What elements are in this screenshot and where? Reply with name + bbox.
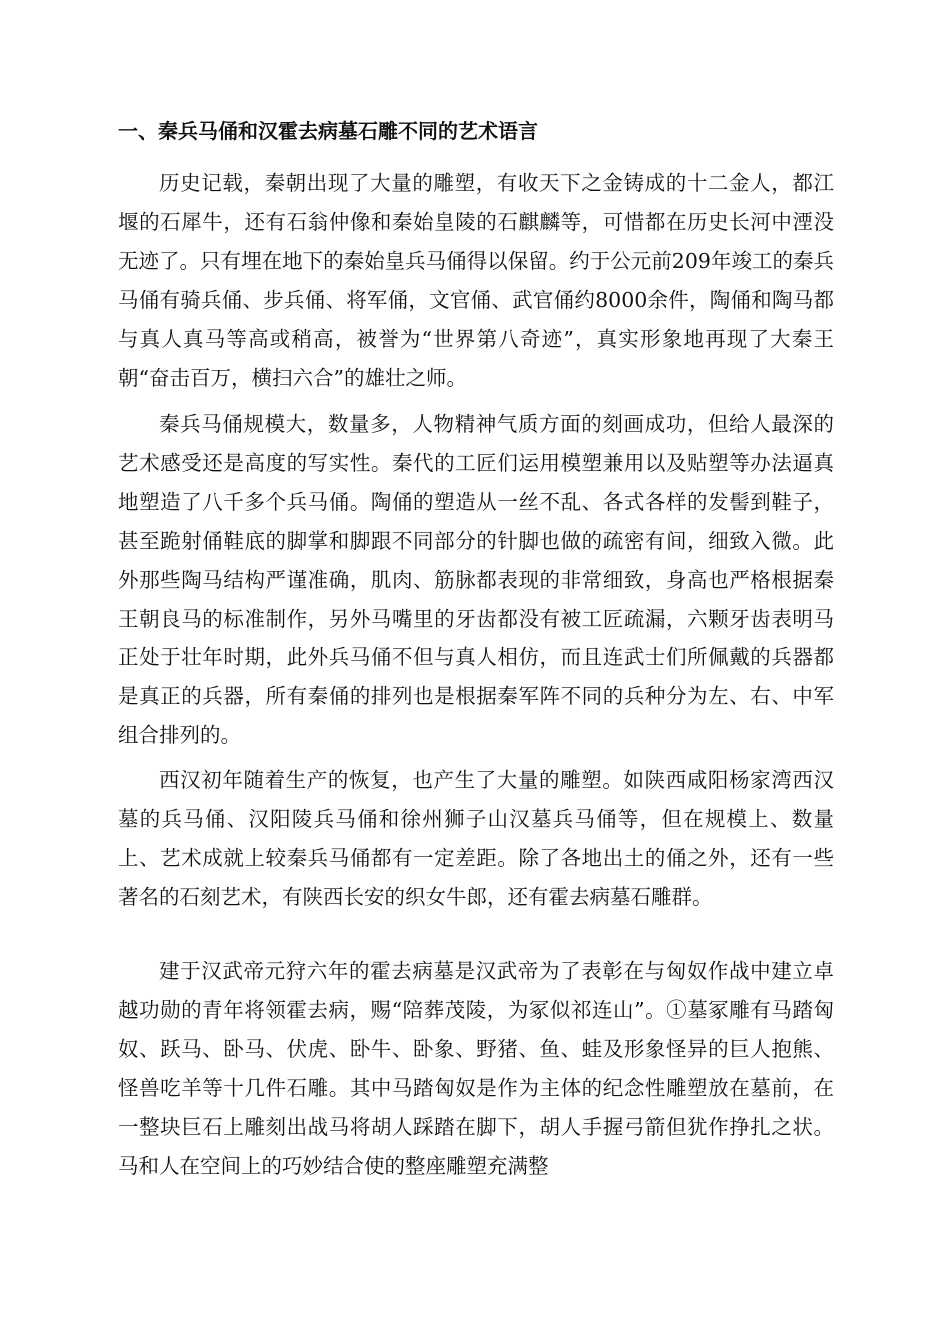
paragraph-huo-qubing-tomb: 建于汉武帝元狩六年的霍去病墓是汉武帝为了表彰在与匈奴作战中建立卓越功勋的青年将领霍去病，赐“陪葬茂陵，为冢似祁连山”。①墓冢雕有马踏匈奴、跃马、卧马、伏虎、卧牛、卧象、野猪、鱼、蛙及形象怪异的巨人抱熊、怪兽吃羊等十几件石雕。其中马踏匈奴是作为主体的纪念性雕塑放在墓前，在一整块巨石上雕刻出战马将胡人踩踏在脚下，胡人手握弓箭但犹作挣扎之状。马和人在空间上的巧妙结合使的整座雕塑充满整 <box>118 959 834 1178</box>
section-heading: 一、秦兵马俑和汉霍去病墓石雕不同的艺术语言 <box>118 119 538 143</box>
paragraph-qin-history: 历史记载，秦朝出现了大量的雕塑，有收天下之金铸成的十二金人，都江堰的石犀牛，还有石翁仲像和秦始皇陵的石麒麟等，可惜都在历史长河中湮没无迹了。只有埋在地下的秦始皇兵马俑得以保留。约于公元前209年竣工的秦兵马俑有骑兵俑、步兵俑、将军俑，文官俑、武官俑约8000余件，陶俑和陶马都与真人真马等高或稍高，被誉为“世界第八奇迹”，真实形象地再现了大秦王朝“奋击百万，横扫六合”的雄壮之师。 <box>118 171 834 390</box>
paragraph-western-han: 西汉初年随着生产的恢复，也产生了大量的雕塑。如陕西咸阳杨家湾西汉墓的兵马俑、汉阳陵兵马俑和徐州狮子山汉墓兵马俑等，但在规模上、数量上、艺术成就上较秦兵马俑都有一定差距。除了各地出土的俑之外，还有一些著名的石刻艺术，有陕西长安的织女牛郎，还有霍去病墓石雕群。 <box>118 768 834 909</box>
paragraph-qin-realism: 秦兵马俑规模大，数量多，人物精神气质方面的刻画成功，但给人最深的艺术感受还是高度的写实性。秦代的工匠们运用模塑兼用以及贴塑等办法逼真地塑造了八千多个兵马俑。陶俑的塑造从一丝不乱、各式各样的发髻到鞋子，甚至跪射俑鞋底的脚掌和脚跟不同部分的针脚也做的疏密有间，细致入微。此外那些陶马结构严谨准确，肌肉、筋脉都表现的非常细致，身高也严格根据秦王朝良马的标准制作，另外马嘴里的牙齿都没有被工匠疏漏，六颗牙齿表明马正处于壮年时期，此外兵马俑不但与真人相仿，而且连武士们所佩戴的兵器都是真正的兵器，所有秦俑的排列也是根据秦军阵不同的兵种分为左、右、中军组合排列的。 <box>118 412 834 748</box>
